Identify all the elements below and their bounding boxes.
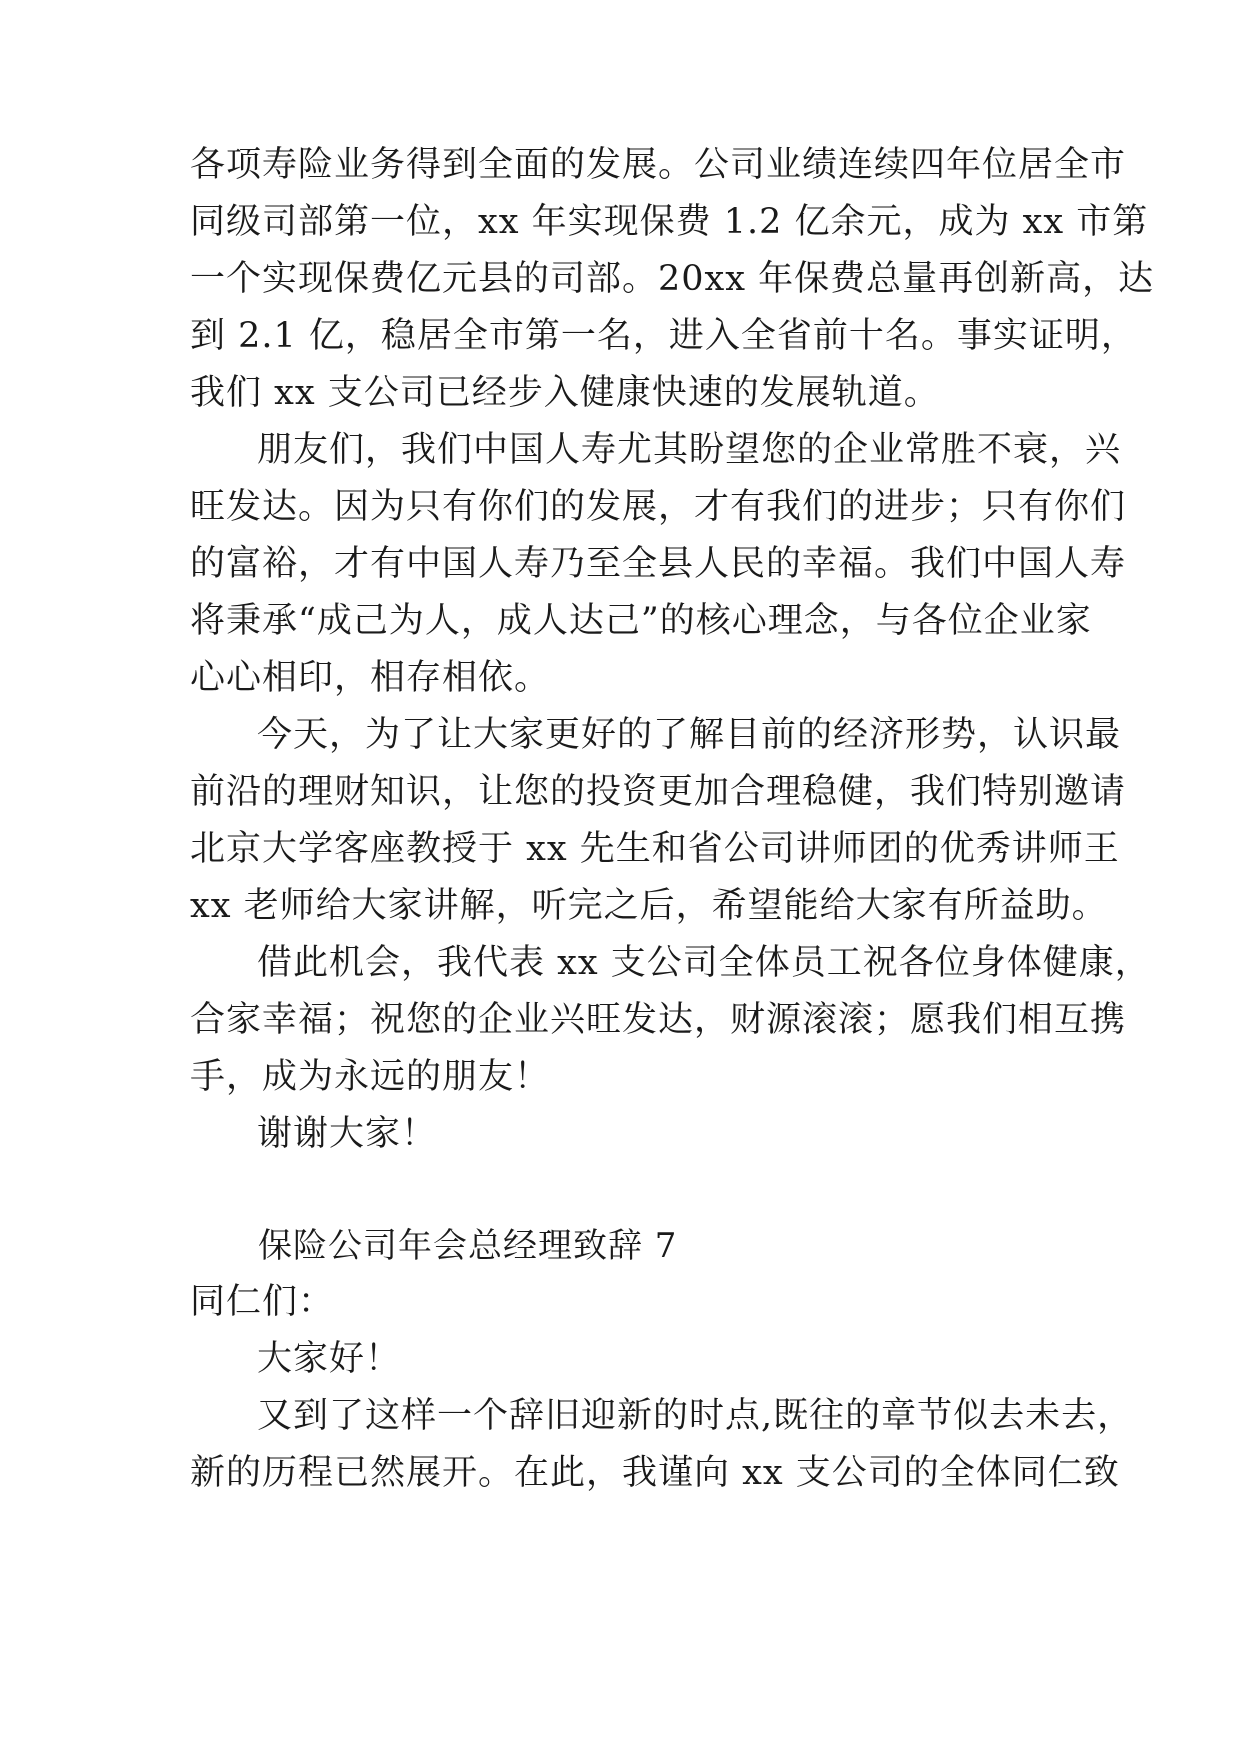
body-line-6: 朋友们，我们中国人寿尤其盼望您的企业常胜不衰，兴: [257, 430, 1122, 470]
body-line-5: 我们 xx 支公司已经步入健康快速的发展轨道。: [190, 373, 940, 413]
body-line-8: 的富裕，才有中国人寿乃至全县人民的幸福。我们中国人寿: [190, 544, 1127, 584]
body-line-14: xx 老师给大家讲解，听完之后，希望能给大家有所益助。: [190, 886, 1108, 926]
body-line-13: 北京大学客座教授于 xx 先生和省公司讲师团的优秀讲师王: [190, 829, 1120, 869]
salutation-line: 同仁们：: [190, 1282, 335, 1322]
body-line-2: 同级司部第一位，xx 年实现保费 1.2 亿余元，成为 xx 市第: [190, 202, 1149, 242]
greeting-line: 大家好！: [257, 1339, 402, 1379]
body-line-18: 谢谢大家！: [257, 1114, 438, 1154]
body-line-9: 将秉承“成己为人，成人达己”的核心理念，与各位企业家: [190, 601, 1092, 641]
body-line-17: 手，成为永远的朋友！: [190, 1057, 551, 1097]
body-line-7: 旺发达。因为只有你们的发展，才有我们的进步；只有你们: [190, 487, 1127, 527]
body-line-16: 合家幸福；祝您的企业兴旺发达，财源滚滚；愿我们相互携: [190, 1000, 1127, 1040]
body-line-10: 心心相印，相存相依。: [190, 658, 551, 698]
body-line-4: 到 2.1 亿，稳居全市第一名，进入全省前十名。事实证明，: [190, 316, 1137, 356]
body-line-12: 前沿的理财知识，让您的投资更加合理稳健，我们特别邀请: [190, 772, 1127, 812]
section-heading: 保险公司年会总经理致辞 7: [258, 1226, 678, 1266]
body-line-19: 又到了这样一个辞旧迎新的时点,既往的章节似去未去，: [257, 1396, 1134, 1436]
body-line-1: 各项寿险业务得到全面的发展。公司业绩连续四年位居全市: [190, 145, 1127, 185]
body-line-20: 新的历程已然展开。在此，我谨向 xx 支公司的全体同仁致: [190, 1453, 1120, 1493]
body-line-11: 今天，为了让大家更好的了解目前的经济形势，认识最: [257, 715, 1122, 755]
body-line-3: 一个实现保费亿元县的司部。20xx 年保费总量再创新高，达: [190, 259, 1155, 299]
body-line-15: 借此机会，我代表 xx 支公司全体员工祝各位身体健康，: [257, 943, 1151, 983]
